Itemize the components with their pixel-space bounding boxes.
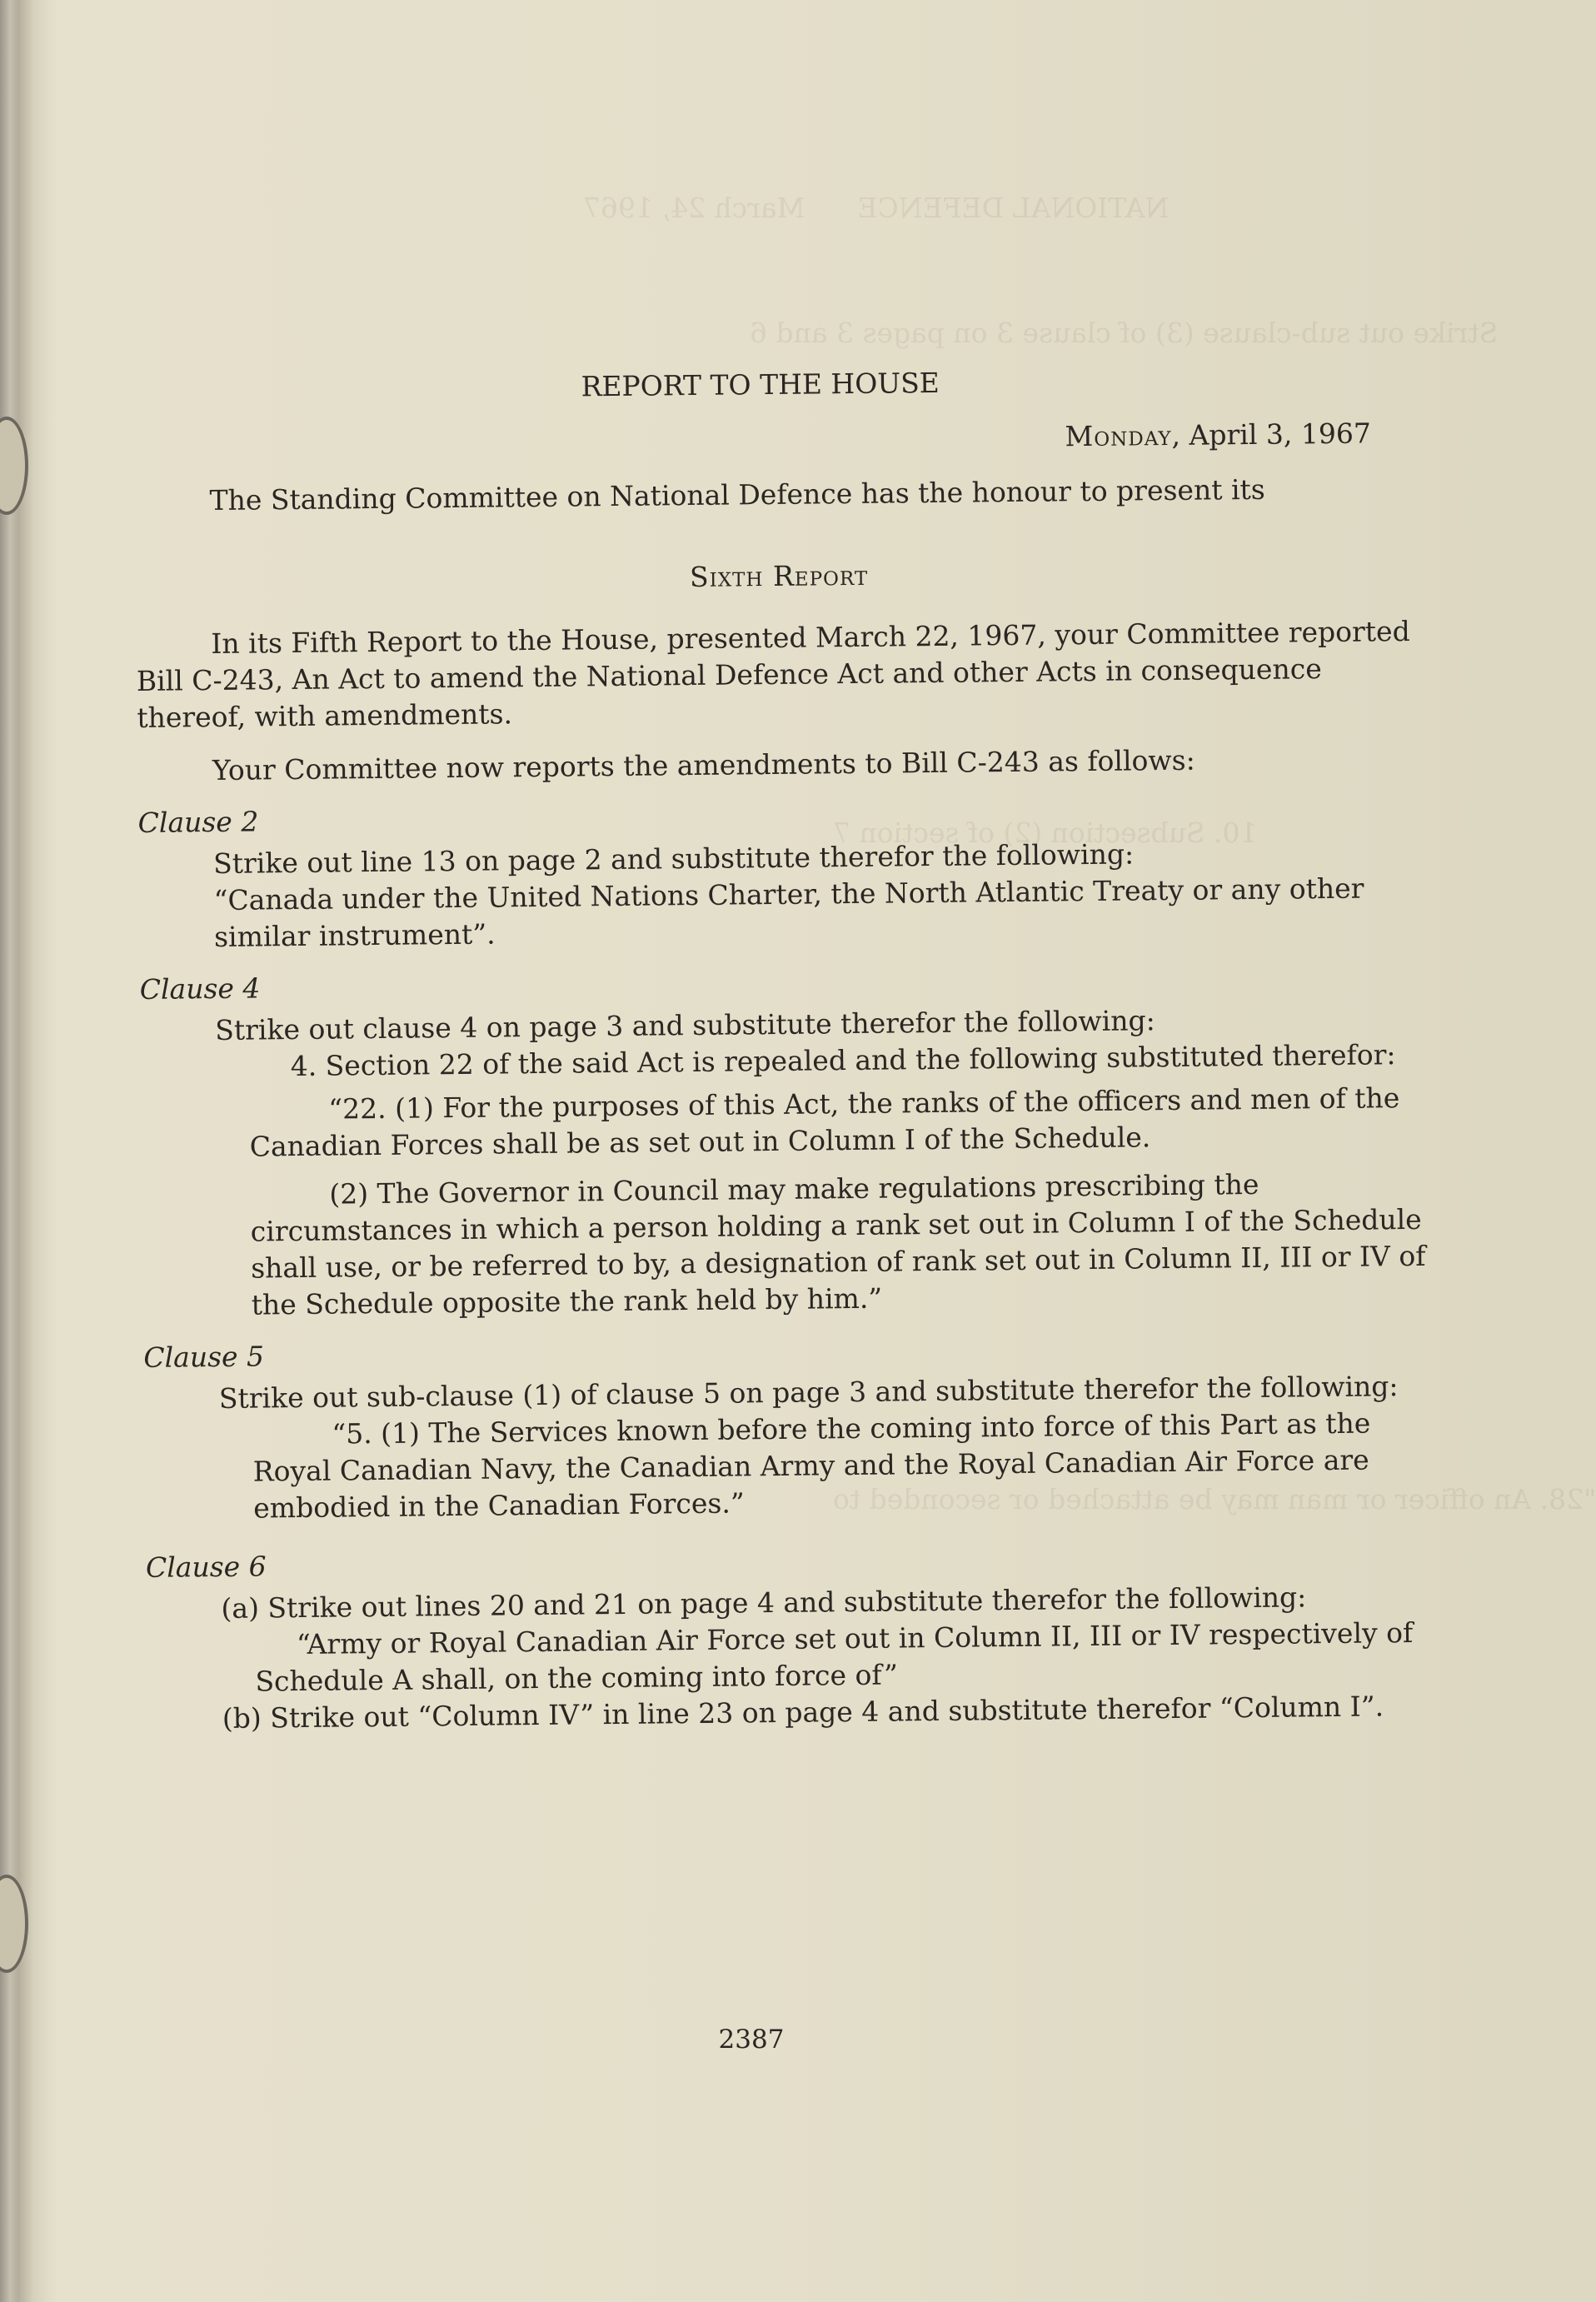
report-body — [133, 360, 1434, 1738]
clause-6-part-a: (a) Strike out lines 20 and 21 on page 4 and substitute therefor the following: — [221, 1580, 1307, 1625]
clause-5-quote: “5. (1) The Services known before the coming into force of this Part as the Royal Canadian Navy, the Canadian Army and the Royal Canadian Air Force are embodied in the Canadian Forces.” — [252, 1406, 1371, 1525]
bleed-through-text: 10. Subsection (2) of section 7 — [833, 816, 1258, 849]
bleed-through-text: NATIONAL DEFENCE March 24, 1967 — [583, 192, 1170, 224]
clause-4-quote-2: (2) The Governor in Council may make regulations prescribing the circumstances in which a person holding a rank set out in Column I of the Schedule shall use, or be referred to by, a designation of rank set out in Column II, III or IV of the Schedule opposite the rank held by him.” — [250, 1167, 1426, 1321]
clause-2-quote: “Canada under the United Nations Charter, the North Atlantic Treaty or any other similar instrument”. — [213, 871, 1364, 954]
page-number: 2387 — [718, 2025, 785, 2055]
bleed-through-text: "28. An officer or man may be attached or seconded to — [833, 1483, 1596, 1516]
report-subtitle: Sixth Report — [689, 558, 869, 594]
paragraph-fifth-report: In its Fifth Report to the House, presented March 22, 1967, your Committee reported Bill C-243, An Act to amend the National Defence Act and other Acts in consequence thereof, with amendments. — [136, 614, 1410, 734]
bleed-through-text: Strike out sub-clause (3) of clause 3 on pages 3 and 6 — [750, 317, 1499, 349]
clause-4-instruction: Strike out clause 4 on page 3 and substitute therefor the following: — [215, 1004, 1155, 1047]
report-heading: REPORT TO THE HOUSE — [581, 366, 940, 403]
clause-6-quote: “Army or Royal Canadian Air Force set out in Column II, III or IV respectively of Schedule A shall, on the coming into force of” — [255, 1615, 1414, 1698]
clause-heading-6: Clause 6 — [145, 1550, 267, 1584]
clause-heading-5: Clause 5 — [143, 1340, 265, 1374]
clause-5-instruction: Strike out sub-clause (1) of clause 5 on page 3 and substitute therefor the following: — [218, 1370, 1399, 1415]
clause-2-instruction: Strike out line 13 on page 2 and substitute therefor the following: — [212, 837, 1135, 881]
paragraph-amendments-intro: Your Committee now reports the amendments to Bill C-243 as follows: — [212, 743, 1195, 787]
report-date — [134, 415, 1421, 465]
clause-4-quote-1: “22. (1) For the purposes of this Act, the ranks of the officers and men of the Canadian Forces shall be as set out in Column I of the Schedule. — [249, 1081, 1400, 1163]
clause-6-part-b: (b) Strike out “Column IV” in line 23 on page 4 and substitute therefor “Column I”. — [222, 1690, 1384, 1735]
clause-heading-4: Clause 4 — [139, 971, 261, 1006]
clause-4-section: 4. Section 22 of the said Act is repealed and the following substituted therefor: — [290, 1038, 1396, 1083]
report-date-day: Monday — [1065, 418, 1172, 453]
clause-heading-2: Clause 2 — [137, 805, 259, 839]
report-date-rest: , April 3, 1967 — [1171, 417, 1372, 452]
intro-paragraph: The Standing Committee on National Defence has the honour to present its — [209, 472, 1265, 517]
